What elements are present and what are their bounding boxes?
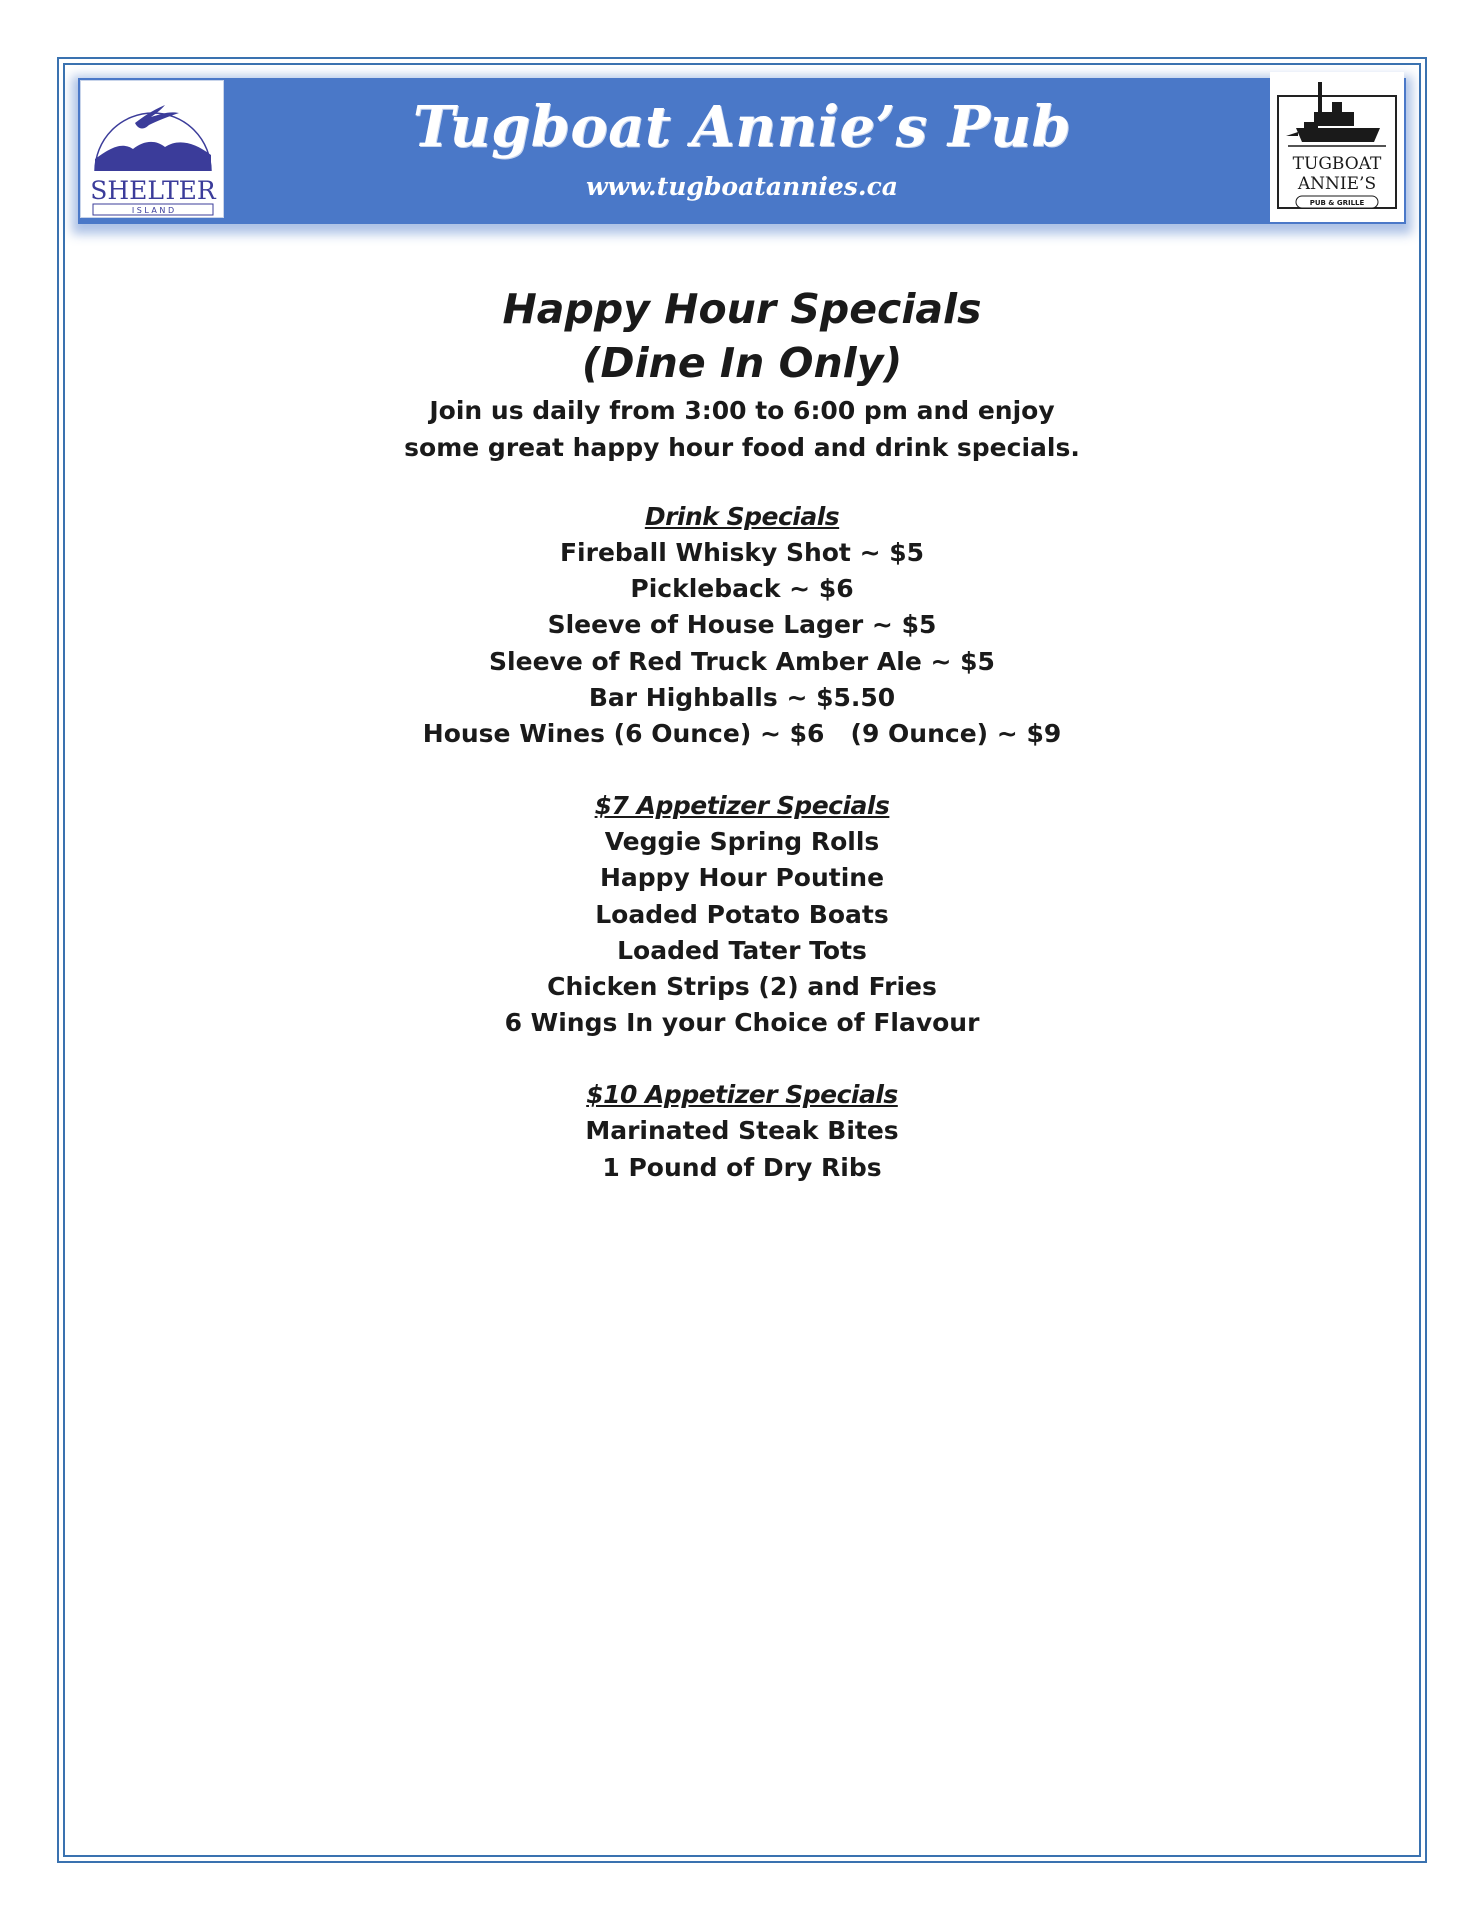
menu-item: Veggie Spring Rolls xyxy=(604,827,880,857)
section-heading: $7 Appetizer Specials xyxy=(594,791,890,821)
intro-text-line1: Join us daily from 3:00 to 6:00 pm and enjoy xyxy=(429,396,1055,425)
ten-dollar-appetizers-section xyxy=(0,1077,1484,1185)
menu-item: 6 Wings In your Choice of Flavour xyxy=(504,1008,980,1038)
menu-item: Loaded Potato Boats xyxy=(595,899,889,929)
page-title: Happy Hour Specials xyxy=(502,285,982,333)
menu-content xyxy=(0,282,1484,1186)
pub-title: Tugboat Annie’s Pub xyxy=(412,94,1072,160)
menu-item: Chicken Strips (2) and Fries xyxy=(547,972,937,1002)
tugboat-annies-logo xyxy=(1270,72,1404,222)
menu-item: 1 Pound of Dry Ribs xyxy=(602,1152,882,1182)
section-heading: $10 Appetizer Specials xyxy=(586,1080,898,1110)
website-url[interactable]: www.tugboatannies.ca xyxy=(585,172,898,201)
menu-item: Loaded Tater Tots xyxy=(617,935,867,965)
menu-item: Pickleback ~ $6 xyxy=(630,574,854,604)
shelter-logo-subtext: I S L A N D xyxy=(131,206,175,215)
tugboat-logo-line1: TUGBOAT xyxy=(1292,154,1382,174)
tugboat-logo-tag: PUB & GRILLE xyxy=(1309,199,1365,207)
menu-item: Fireball Whisky Shot ~ $5 xyxy=(559,538,925,567)
menu-item: Happy Hour Poutine xyxy=(599,863,885,893)
drink-specials-section xyxy=(0,499,1484,752)
menu-item: Bar Highballs ~ $5.50 xyxy=(588,682,896,712)
seven-dollar-appetizers-section xyxy=(0,788,1484,1041)
page-subtitle: (Dine In Only) xyxy=(581,339,903,387)
menu-item: Marinated Steak Bites xyxy=(585,1116,899,1146)
header-banner xyxy=(78,78,1406,224)
shelter-logo-text: SHELTER xyxy=(90,176,216,205)
tugboat-annies-logo-graphic xyxy=(1270,72,1404,222)
section-heading: Drink Specials xyxy=(644,502,840,531)
tugboat-logo-line2: ANNIE’S xyxy=(1297,174,1377,194)
menu-item: Sleeve of House Lager ~ $5 xyxy=(547,610,937,640)
intro-text-line2: some great happy hour food and drink specials. xyxy=(404,433,1080,462)
menu-item: House Wines (6 Ounce) ~ $6 (9 Ounce) ~ $9 xyxy=(422,719,1062,749)
menu-item: Sleeve of Red Truck Amber Ale ~ $5 xyxy=(489,646,995,676)
shelter-island-logo xyxy=(80,80,224,218)
shelter-island-logo-graphic xyxy=(81,81,225,219)
